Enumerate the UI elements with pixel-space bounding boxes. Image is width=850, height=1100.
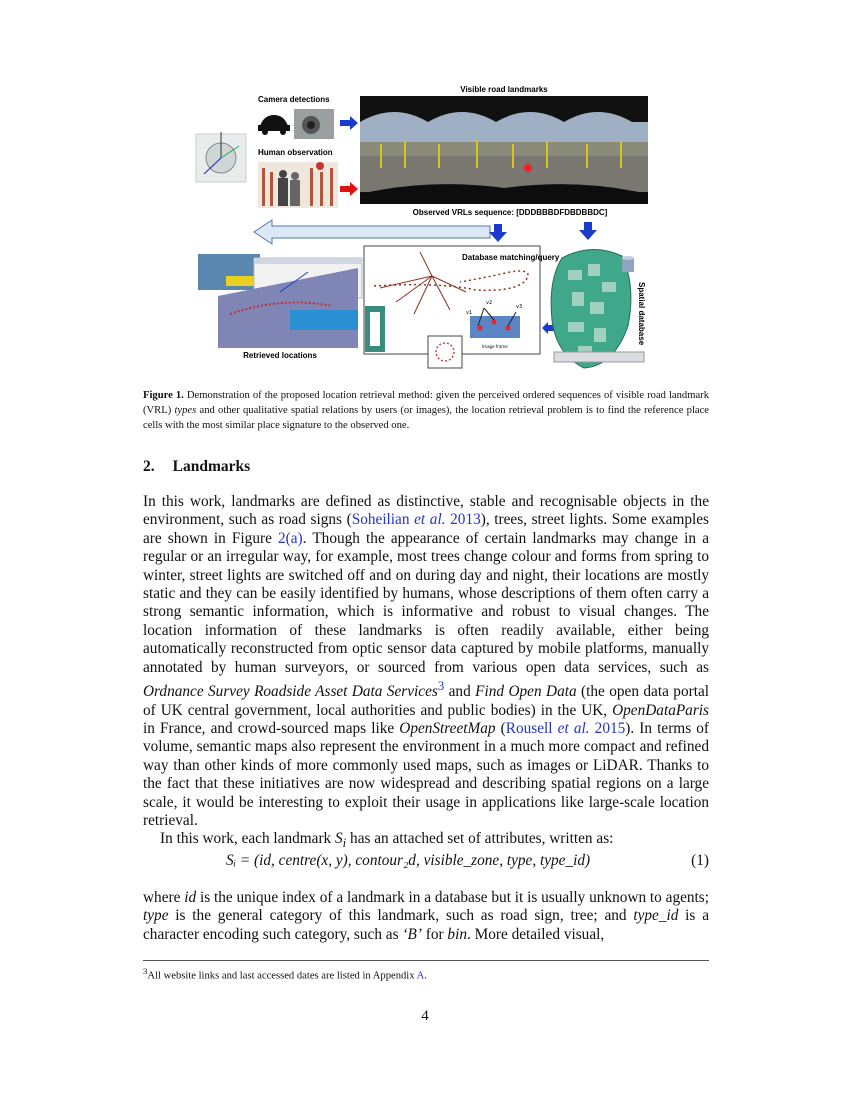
text-run: is a character encoding such category, such as (143, 907, 709, 943)
caption-types: types (174, 405, 197, 416)
citation-soheilian-link[interactable] (352, 511, 481, 528)
text-run: . Though the appearance of certain landmarks may change in a regular or an irregular way, for example, most trees change colour and forms from spring to winter, street lights are switched off and on during day and night, their locations are mostly static and they can be easily identified by humans, whose descriptions of them often carry a strong semantic information, which is informative and robust to visual changes. The location information of these landmarks is often readily available, either being automatically reconstructed from optic sensor data captured by mobile platforms, manually annotated by human surveyors, or sourced from various open data services, such as (143, 529, 709, 676)
equation-1 (143, 852, 709, 874)
text-run: where (143, 889, 185, 906)
caption-label: Figure 1. (143, 390, 184, 401)
caption-text-1: Demonstration of the proposed location retrieval method: given the perceived ordered sequences of visible road landmark (VRL) (143, 390, 709, 416)
term-type-id: type_id (633, 907, 679, 925)
left-flow-arrow-icon (254, 220, 490, 244)
footnote-mark-link[interactable]: 3 (437, 679, 445, 694)
human-observation-photo (258, 162, 338, 208)
open-data-paris: OpenDataParis (612, 701, 709, 719)
database-matching-panel (364, 246, 540, 368)
section-heading (143, 458, 250, 476)
car-icon (258, 115, 290, 135)
image-frame-label: Image frame (482, 344, 508, 349)
text-run: ( (495, 719, 506, 737)
citation-year: 2015 (594, 719, 626, 737)
figure-caption (143, 388, 709, 433)
section-number: 2. (143, 458, 155, 475)
spatial-database-map (551, 249, 644, 368)
citation-year: 2013 (450, 511, 481, 529)
pano-sphere-thumbnail (196, 132, 246, 182)
citation-etal: et al. (414, 511, 446, 529)
footnote-rule (143, 960, 709, 961)
visible-road-landmarks-label: Visible road landmarks (460, 85, 548, 94)
text-run: . More detailed visual, (466, 925, 605, 943)
text-run: in France, and crowd-sourced maps like (143, 719, 400, 737)
text-run: is the general category of this landmark, such as road sign, tree; and (168, 907, 634, 925)
footnote-end: . (424, 970, 427, 982)
page-number: 4 (421, 1008, 429, 1024)
citation-rousell-link[interactable] (506, 720, 625, 737)
body-text-continued (143, 889, 709, 944)
down-arrow-icon (579, 222, 597, 240)
term-b: ‘B’ (402, 925, 422, 943)
equation-number: (1) (691, 852, 709, 869)
footnote-text: All website links and last accessed dates are listed in Appendix (147, 970, 417, 982)
retrieved-locations-label: Retrieved locations (243, 351, 317, 360)
term-bin: bin (447, 925, 467, 943)
text-run: has an attached set of attributes, written as: (346, 830, 614, 848)
paragraph-3 (143, 889, 709, 944)
text-run: ), trees, street lights. Some examples are shown in Figure (143, 511, 709, 547)
text-run: ). In terms of volume, semantic maps also represent the environment in a much more compact and refined way than other kinds of more commonly used maps, such as images or LiDAR. Thanks to the fact that these initiatives are now widespread and describing spatial regions on a large scale, it would be interesting to exploit their usage in applications like large-scale location retrieval. (143, 719, 710, 829)
citation-etal: et al. (557, 719, 590, 737)
observed-sequence-label: Observed VRLs sequence: [DDDBBBDFDBDBBDC] (412, 208, 608, 217)
citation-author: Soheilian (351, 511, 410, 529)
symbol-s: S (335, 830, 343, 848)
figure-1 (190, 82, 656, 378)
view-1-label: v1 (466, 310, 473, 316)
term-id: id (184, 889, 197, 906)
text-run: and (444, 683, 476, 701)
retrieved-locations-image (198, 254, 362, 348)
openstreetmap: OpenStreetMap (399, 719, 496, 737)
camera-photo (294, 109, 334, 139)
paragraph-2 (143, 830, 709, 852)
term-type: type (143, 907, 169, 925)
footnote (143, 966, 709, 982)
database-matching-label: Database matching/query (462, 253, 560, 262)
text-run: In this work, landmarks are defined as distinctive, stable and recognisable objects in the environment, such as road signs ( (143, 493, 709, 529)
human-observation-label: Human observation (258, 148, 333, 157)
find-open-data: Find Open Data (475, 683, 577, 701)
appendix-link[interactable]: A (416, 970, 425, 982)
spatial-database-label: Spatial database (637, 282, 646, 346)
section-title: Landmarks (172, 458, 251, 475)
paragraph-1 (143, 493, 709, 830)
body-text (143, 493, 709, 853)
view-3-label: v3 (516, 304, 523, 310)
citation-author: Rousell (505, 719, 553, 737)
text-run: is the unique index of a landmark in a database but it is usually unknown to agents; (196, 889, 709, 906)
text-run: (the open data portal of UK central government, local authorities and public bodies) in the UK, (143, 683, 709, 719)
blue-arrow-icon (340, 116, 358, 130)
down-arrow-icon (489, 224, 507, 242)
footnote-number: 3 (143, 966, 148, 976)
caption-text-2: and other qualitative spatial relations by users (or images), the location retrieval problem is to find the reference place cells with the most similar place signature to the observed one. (143, 405, 709, 431)
figure-ref-link[interactable]: 2(a) (278, 529, 303, 547)
camera-detections-label: Camera detections (258, 95, 330, 104)
equation-formula: Sᵢ = (id, centre(x, y), contour₂d, visible_zone, type, type_id) (226, 852, 591, 869)
view-2-label: v2 (486, 300, 493, 306)
panorama-image (360, 96, 648, 204)
text-run: In this work, each landmark (160, 830, 336, 848)
red-arrow-icon (340, 182, 358, 196)
os-service-name: Ordnance Survey Roadside Asset Data Services (143, 683, 438, 701)
symbol-subscript: i (342, 836, 347, 851)
text-run: for (421, 925, 448, 943)
